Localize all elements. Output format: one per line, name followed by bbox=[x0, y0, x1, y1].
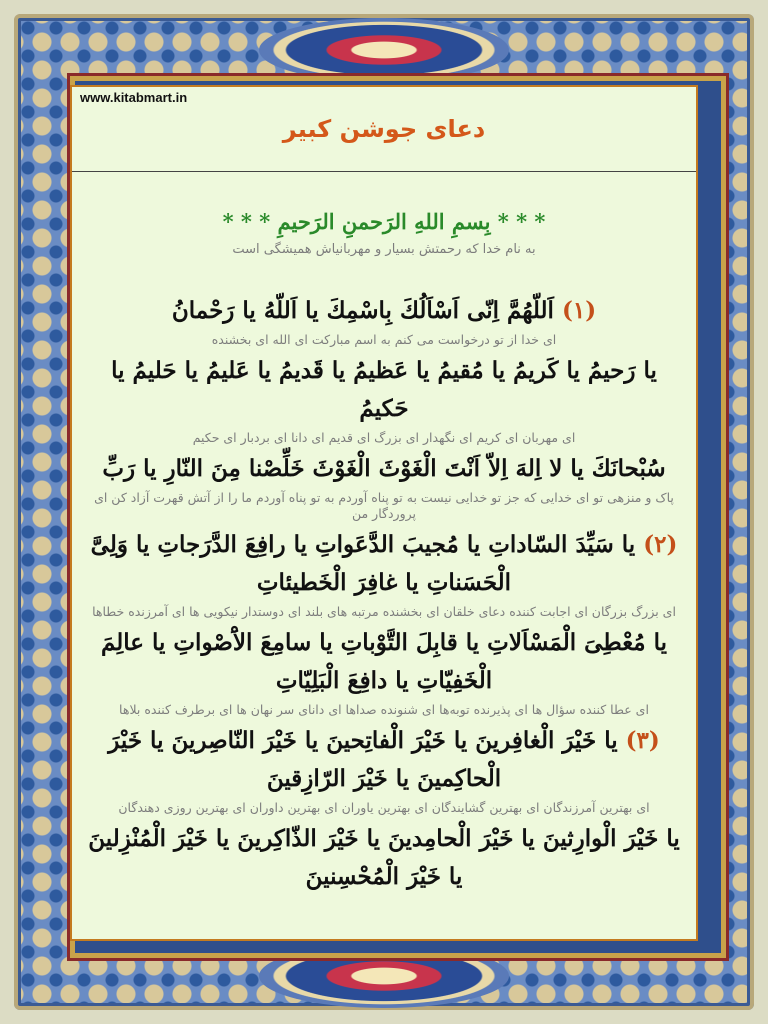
verses-list bbox=[86, 292, 682, 896]
verse-arabic bbox=[86, 820, 682, 896]
verse-translation: ای عطا کننده سؤال ها ای پذیرنده توبه‌ها ای شنونده صداها ای دانای سر نهان ها ای برطرف کننده بلاها bbox=[119, 702, 649, 717]
verse-arabic bbox=[86, 292, 682, 330]
verse-translation: ای بهترین آمرزندگان ای بهترین گشایندگان ای بهترین یاوران ای بهترین داوران ای بهترین روزی دهندگان bbox=[118, 800, 650, 815]
verse-arabic-text: يا رَحيمُ يا كَريمُ يا مُقيمُ يا عَظيمُ يا قَديمُ يا عَليمُ يا حَليمُ يا حَكيمُ bbox=[111, 357, 657, 422]
verse-arabic-text: يا مُعْطِىَ الْمَسْاَلاتِ يا قابِلَ التَّوْباتِ يا سامِعَ الاَْصْواتِ يا عالِمَ الْخَفِيّاتِ يا دافِعَ الْبَلِيّاتِ bbox=[100, 629, 668, 694]
verse-arabic bbox=[86, 624, 682, 700]
verse-block bbox=[86, 352, 682, 446]
verse-arabic-text: سُبْحانَكَ يا لا اِلهَ اِلاّ اَنْتَ الْغَوْثَ الْغَوْثَ خَلِّصْنا مِنَ النّارِ يا رَبِّ bbox=[102, 455, 666, 482]
verse-arabic-text: يا خَيْرَ الْغافِرينَ يا خَيْرَ الْفاتِحينَ يا خَيْرَ النّاصِرينَ يا خَيْرَ الْحاكِمينَ يا خَيْرَ الرّازِقينَ bbox=[108, 727, 618, 792]
verse-translation: ای بزرگ بزرگان ای اجابت کننده دعای خلقان ای بخشنده مرتبه های بلند ای دوستدار نیکویی ها ای آمرزنده خطاها bbox=[92, 604, 676, 619]
verse-block bbox=[86, 526, 682, 620]
verse-number: (١) bbox=[561, 297, 597, 324]
verse-arabic-text: يا خَيْرَ الْوارِثينَ يا خَيْرَ الْحامِدينَ يا خَيْرَ الذّاكِرينَ يا خَيْرَ الْمُنْزِلينَ يا خَيْرَ الْمُحْسِنينَ bbox=[88, 825, 680, 890]
verse-arabic-text: اَللّهُمَّ اِنّى اَسْاَلُكَ بِاسْمِكَ يا اَللّهُ يا رَحْمانُ bbox=[171, 297, 554, 324]
verse-arabic-text: يا سَيِّدَ السّاداتِ يا مُجيبَ الدَّعَواتِ يا رافِعَ الدَّرَجاتِ يا وَلِىَّ الْحَسَناتِ يا غافِرَ الْخَطيئاتِ bbox=[90, 531, 636, 596]
verse-translation: پاک و منزهی تو ای خدایی که جز تو خدایی نیست به تو پناه آوردم به تو پناه آوردم ما را از آتش قهرت آزاد کن ای پروردگار من bbox=[94, 490, 674, 521]
verse-number: (٢) bbox=[643, 531, 678, 558]
verse-arabic bbox=[86, 450, 682, 488]
top-ornament-medallion bbox=[259, 18, 509, 82]
bismillah-translation: به نام خدا که رحمتش بسیار و مهربانیاش همیشگی است bbox=[232, 242, 536, 257]
bismillah-heading: * * * بِسمِ اللهِ الرَحمنِ الرَحيمِ * * * bbox=[222, 209, 546, 234]
verse-block bbox=[86, 292, 682, 348]
verse-translation: ای خدا از تو درخواست می کنم به اسم مبارکت ای الله ای بخشنده bbox=[211, 332, 557, 347]
verse-block bbox=[86, 450, 682, 522]
verse-translation: ای مهربان ای کریم ای نگهدار ای بزرگ ای قدیم ای دانا ای بردبار ای حکیم bbox=[192, 430, 576, 445]
verse-block bbox=[86, 722, 682, 816]
website-url[interactable]: www.kitabmart.in bbox=[80, 90, 188, 105]
page-title: دعای جوشن کبیر bbox=[282, 115, 486, 143]
verse-block bbox=[86, 820, 682, 896]
content-page bbox=[70, 85, 698, 941]
verse-arabic bbox=[86, 352, 682, 428]
verse-arabic bbox=[86, 526, 682, 602]
verse-number: (٣) bbox=[625, 727, 660, 754]
title-divider bbox=[72, 171, 696, 172]
verse-arabic bbox=[86, 722, 682, 798]
verse-block bbox=[86, 624, 682, 718]
